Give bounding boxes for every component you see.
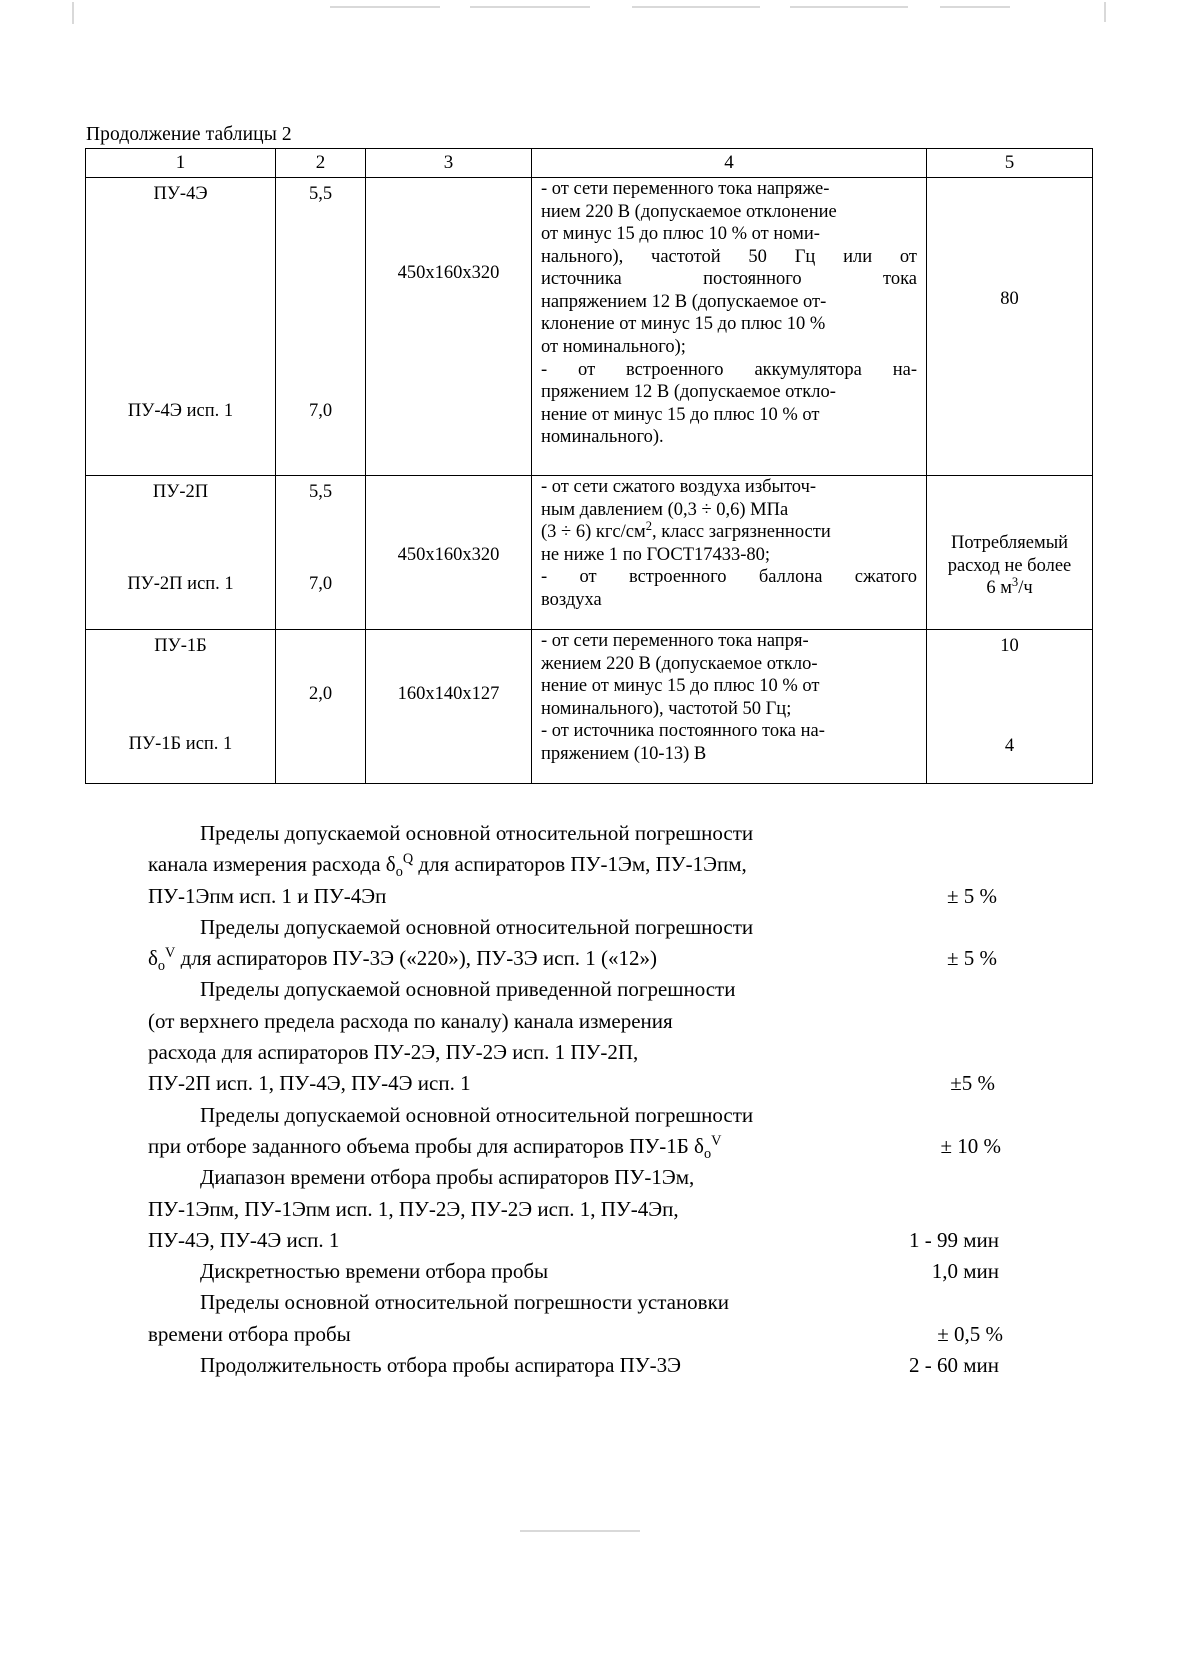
- row1-dimensions: 450х160х320: [397, 263, 500, 283]
- spec-item-line: [148, 1006, 1013, 1037]
- row1-power-line-2: нием 220 В (допускаемое отклонение: [541, 201, 837, 222]
- row1-power-line-5: источника постоянного тока: [541, 269, 917, 290]
- row2-consumption-line-2: расход не более: [947, 555, 1072, 576]
- spec-3-line-1: Пределы допускаемой основной приведенной погрешности: [200, 977, 736, 1002]
- row3-mass: 2,0: [308, 684, 333, 704]
- spec-1-value: ± 5 %: [946, 883, 997, 908]
- row2-consumption-line-3: [927, 574, 1092, 600]
- spec-4-value: ± 10 %: [940, 1133, 1001, 1158]
- spec-2-delta-sup: V: [165, 945, 176, 962]
- spec-1-line-1: Пределы допускаемой основной относительной погрешности: [200, 821, 754, 845]
- row3-power-line-3: нение от минус 15 до плюс 10 % от: [541, 676, 820, 697]
- delta-symbol-v-2: [694, 1132, 722, 1163]
- row1-model-primary: ПУ-4Э: [153, 184, 208, 204]
- row2-mass-primary: 5,5: [308, 482, 333, 502]
- row3-power-line-5: - от источника постоянного тока на-: [541, 721, 825, 742]
- spec-7-line-2: времени отбора пробы: [148, 1321, 351, 1346]
- table-row: [86, 178, 1093, 476]
- row1-power-line-12: номинального).: [541, 427, 664, 448]
- table-row: [86, 476, 1093, 630]
- row2-consumption-unit-a: 6 м: [986, 578, 1012, 599]
- row2-power-line-2: ным давлением (0,3 ÷ 0,6) МПа: [541, 499, 789, 520]
- row3-model-variant: ПУ-1Б исп. 1: [128, 734, 233, 754]
- row2-mass-values: [276, 476, 366, 630]
- row2-power-line-1: - от сети сжатого воздуха избыточ-: [541, 477, 817, 497]
- spec-6-value: 1,0 мин: [931, 1259, 999, 1284]
- scan-artifact-top-b: [470, 6, 590, 8]
- spec-item-line: [148, 943, 1013, 974]
- row3-consumption-cell: [927, 630, 1093, 784]
- spec-5-line-2: ПУ-1Эпм, ПУ-1Эпм исп. 1, ПУ-2Э, ПУ-2Э исп. 1, ПУ-4Эп,: [148, 1196, 679, 1221]
- row2-model-names: [86, 476, 276, 630]
- spec-1-delta-sub: о: [395, 864, 403, 881]
- row1-power-line-10: пряжением 12 В (допускаемое откло-: [541, 382, 836, 403]
- row3-power-line-4: номинального), частотой 50 Гц;: [541, 698, 792, 719]
- spec-5-value: 1 - 99 мин: [908, 1227, 999, 1252]
- row3-consumption-primary: 10: [1000, 636, 1019, 656]
- scan-artifact-top-right: [1104, 2, 1106, 22]
- row1-consumption-cell: [927, 178, 1093, 476]
- row1-power-line-9: - от встроенного аккумулятора на-: [541, 359, 917, 380]
- spec-1-line-2-c: для аспираторов ПУ-1Эм, ПУ-1Эпм,: [413, 852, 747, 877]
- spec-2-line-2-b: для аспираторов ПУ-3Э («220»), ПУ-3Э исп. 1 («12»): [175, 946, 657, 971]
- row2-power-line-3-b: , класс загрязненности: [652, 522, 831, 543]
- column-header-2: 2: [276, 149, 366, 178]
- row2-power-line-4: не ниже 1 по ГОСТ17433-80;: [541, 544, 771, 565]
- row2-model-primary: ПУ-2П: [152, 482, 209, 502]
- spec-1-line-3: ПУ-1Эпм исп. 1 и ПУ-4Эп: [148, 883, 387, 908]
- scan-artifact-top-e: [940, 6, 1010, 8]
- row2-mass-variant: 7,0: [308, 574, 333, 594]
- spec-item: [148, 974, 1013, 1005]
- row2-consumption-unit-b: /ч: [1018, 578, 1033, 599]
- row3-dimensions: 160х140х127: [397, 684, 500, 704]
- row1-power-line-1: - от сети переменного тока напряже-: [541, 179, 830, 199]
- row2-model-variant: ПУ-2П исп. 1: [127, 574, 234, 594]
- spec-5-line-1: Диапазон времени отбора пробы аспираторов ПУ-1Эм,: [200, 1165, 695, 1190]
- spec-4-delta: δ: [694, 1133, 704, 1158]
- row2-power-line-3-a: (3 ÷ 6) кгс/см: [541, 522, 646, 543]
- spec-8-line-1: Продолжительность отбора пробы аспиратора ПУ-3Э: [200, 1353, 682, 1378]
- spec-1-line-2: [148, 849, 1013, 880]
- row1-mass-variant: 7,0: [308, 401, 333, 421]
- row1-model-names: [86, 178, 276, 476]
- table-row: [86, 630, 1093, 784]
- spec-3-line-4: ПУ-2П исп. 1, ПУ-4Э, ПУ-4Э исп. 1: [148, 1071, 471, 1096]
- spec-5-line-3: ПУ-4Э, ПУ-4Э исп. 1: [148, 1227, 340, 1252]
- scan-artifact-top-c: [632, 6, 760, 8]
- spec-2-delta: δ: [148, 946, 158, 971]
- row1-dimensions-cell: [366, 178, 532, 476]
- spec-item: [148, 1162, 1013, 1193]
- spec-item-line: [148, 1037, 1013, 1068]
- spec-8-value: 2 - 60 мин: [908, 1353, 999, 1378]
- row1-power-line-4: нального), частотой 50 Гц или от: [541, 246, 917, 267]
- spec-2-value: ± 5 %: [946, 946, 997, 971]
- row3-dimensions-cell: [366, 630, 532, 784]
- spec-3-line-3: расхода для аспираторов ПУ-2Э, ПУ-2Э исп. 1 ПУ-2П,: [148, 1040, 639, 1065]
- spec-item: [148, 1287, 1013, 1318]
- spec-1-delta: δ: [385, 852, 396, 877]
- spec-item-line: [148, 849, 1013, 880]
- column-header-1: 1: [86, 149, 276, 178]
- spec-3-line-2: (от верхнего предела расхода по каналу) канала измерения: [148, 1008, 673, 1033]
- row1-power-supply: [532, 178, 927, 476]
- spec-4-line-1: Пределы допускаемой основной относительной погрешности: [200, 1102, 754, 1127]
- delta-symbol-q: [385, 851, 414, 881]
- spec-item-line: [148, 1194, 1013, 1225]
- spec-4-line-2-a: при отборе заданного объема пробы для аспираторов ПУ-1Б: [148, 1133, 695, 1158]
- spec-item: [148, 912, 1013, 943]
- scan-artifact-top-a: [330, 6, 440, 8]
- specifications-table: [85, 148, 1093, 784]
- row3-power-line-2: жением 220 В (допускаемое откло-: [541, 653, 818, 674]
- spec-4-delta-sup: V: [711, 1132, 722, 1149]
- row3-mass-cell: [276, 630, 366, 784]
- spec-item-line: [148, 881, 1013, 912]
- column-header-5: 5: [927, 149, 1093, 178]
- row2-consumption-line-1: Потребляемый: [950, 533, 1069, 553]
- spec-7-line-1: Пределы основной относительной погрешности установки: [200, 1290, 730, 1315]
- row2-power-line-3-sup: 2: [645, 518, 652, 533]
- row3-power-supply: [532, 630, 927, 784]
- row2-dimensions-cell: [366, 476, 532, 630]
- row1-power-line-8: от номинального);: [541, 336, 686, 357]
- specifications-list: [148, 818, 1013, 1381]
- spec-6-line-1: Дискретностью времени отбора пробы: [200, 1259, 549, 1284]
- row2-power-line-6: воздуха: [541, 589, 602, 610]
- row3-power-line-1: - от сети переменного тока напря-: [541, 631, 809, 651]
- spec-item-line: [148, 1131, 1013, 1162]
- table-header-row: [86, 149, 1093, 178]
- spec-1-line-2-a: канала измерения расхода: [148, 852, 386, 877]
- row2-power-line-5: - от встроенного баллона сжатого: [541, 567, 917, 588]
- row3-power-line-6: пряжением (10-13) В: [541, 743, 707, 764]
- row2-consumption-block: [927, 532, 1092, 600]
- row1-power-line-3: от минус 15 до плюс 10 % от номи-: [541, 224, 820, 245]
- row2-power-supply: [532, 476, 927, 630]
- spec-2-delta-sub: о: [157, 958, 166, 975]
- row1-power-line-7: клонение от минус 15 до плюс 10 %: [541, 314, 826, 335]
- delta-symbol-v: [148, 945, 176, 975]
- spec-7-value: ± 0,5 %: [937, 1321, 1003, 1346]
- row2-power-line-3: [541, 518, 917, 544]
- row1-power-line-11: нение от минус 15 до плюс 10 % от: [541, 404, 820, 425]
- spec-1-delta-sup: Q: [402, 851, 414, 868]
- spec-item-line: [148, 1225, 1013, 1256]
- scan-artifact-top-d: [790, 6, 908, 8]
- row3-model-names: [86, 630, 276, 784]
- table-continuation-caption: Продолжение таблицы 2: [86, 124, 292, 145]
- spec-item: [148, 1100, 1013, 1131]
- spec-item-line: [148, 1068, 1013, 1099]
- spec-item-line: [148, 1319, 1013, 1350]
- row3-model-primary: ПУ-1Б: [154, 636, 207, 656]
- row1-model-variant: ПУ-4Э исп. 1: [127, 401, 234, 421]
- row1-consumption: 80: [1000, 289, 1019, 309]
- row1-mass-primary: 5,5: [308, 184, 333, 204]
- spec-4-delta-sub: о: [703, 1146, 712, 1163]
- row1-mass-values: [276, 178, 366, 476]
- column-header-3: 3: [366, 149, 532, 178]
- scan-artifact-bottom: [520, 1530, 640, 1532]
- spec-item: [148, 818, 1013, 849]
- row2-consumption-unit-sup: 3: [1011, 574, 1019, 589]
- row3-consumption-variant: 4: [1004, 736, 1015, 756]
- spec-2-line-1: Пределы допускаемой основной относительной погрешности: [200, 914, 754, 939]
- column-header-4: 4: [532, 149, 927, 178]
- scan-artifact-top-left: [72, 2, 74, 24]
- row2-consumption-cell: [927, 476, 1093, 630]
- row1-power-line-6: напряжением 12 В (допускаемое от-: [541, 291, 827, 312]
- spec-item: [148, 1350, 1013, 1381]
- row2-dimensions: 450х160х320: [397, 545, 500, 565]
- spec-3-value: ±5 %: [950, 1071, 995, 1096]
- spec-item: [148, 1256, 1013, 1287]
